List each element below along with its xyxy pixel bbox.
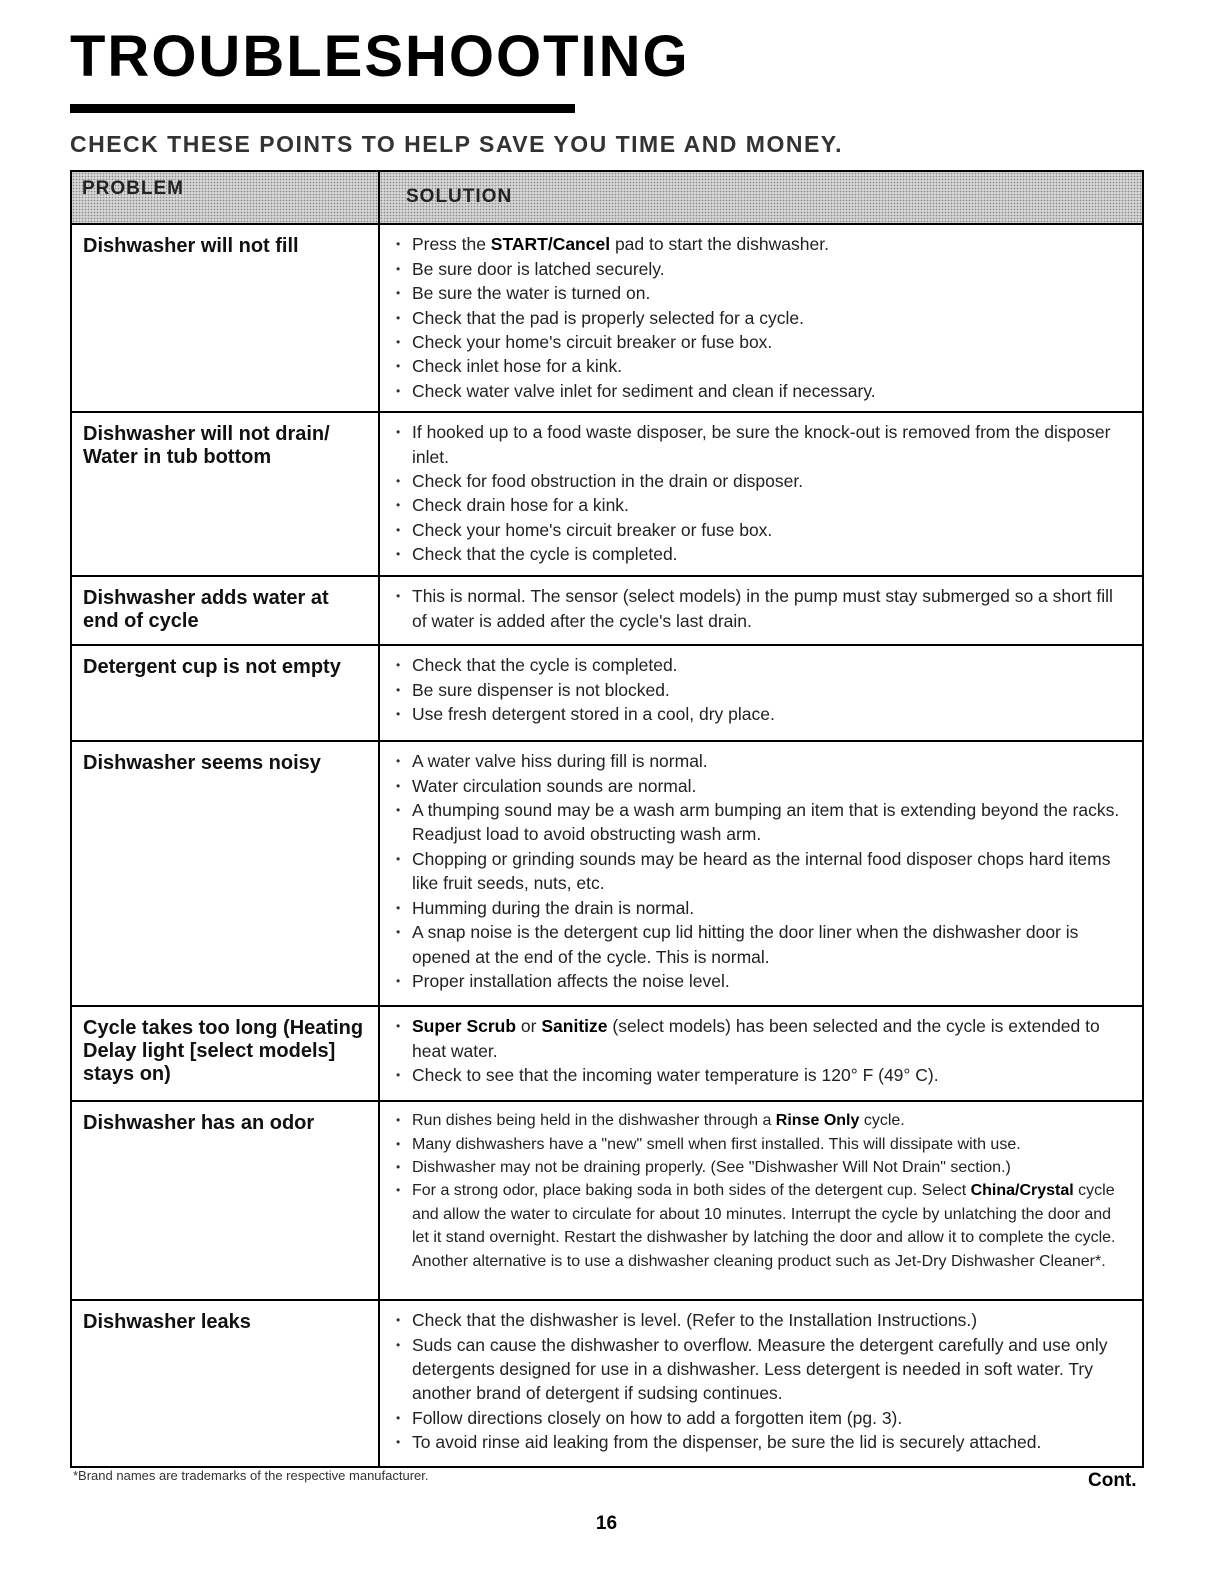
solution-item bbox=[392, 653, 1132, 677]
solution-text: Check your home's circuit breaker or fuse box. bbox=[412, 519, 773, 540]
solution-cell bbox=[379, 1006, 1143, 1101]
solution-item bbox=[392, 920, 1132, 969]
solution-text: pad to start the dishwasher. bbox=[610, 234, 829, 255]
solution-text: Humming during the drain is normal. bbox=[412, 897, 695, 918]
solution-list bbox=[392, 232, 1132, 403]
trademark-footnote: *Brand names are trademarks of the respective manufacturer. bbox=[73, 1468, 429, 1483]
solution-list bbox=[392, 1308, 1132, 1454]
solution-item bbox=[392, 1406, 1132, 1430]
solution-item bbox=[392, 1014, 1132, 1063]
solution-item bbox=[392, 330, 1132, 354]
solution-text: cycle. bbox=[859, 1112, 905, 1130]
solution-text: A water valve hiss during fill is normal. bbox=[412, 751, 708, 772]
solution-text: Water circulation sounds are normal. bbox=[412, 775, 697, 796]
solution-text: Check that the cycle is completed. bbox=[412, 544, 678, 565]
solution-text: Follow directions closely on how to add a forgotten item (pg. 3). bbox=[412, 1407, 903, 1428]
solution-item bbox=[392, 1179, 1132, 1273]
solution-text: Suds can cause the dishwasher to overflow. Measure the detergent carefully and use only detergents designed for use in a dishwasher. Less detergent is needed in soft water. Try another brand of detergent if sudsing continues. bbox=[412, 1334, 1108, 1404]
solution-cell bbox=[379, 1300, 1143, 1467]
solution-item bbox=[392, 420, 1132, 469]
solution-cell bbox=[379, 741, 1143, 1006]
continued-label: Cont. bbox=[1088, 1470, 1137, 1491]
table-row bbox=[71, 224, 1143, 412]
solution-emphasis: Rinse Only bbox=[775, 1112, 860, 1130]
solution-item bbox=[392, 493, 1132, 517]
solution-item bbox=[392, 1063, 1132, 1087]
page-subtitle: CHECK THESE POINTS TO HELP SAVE YOU TIME AND MONEY. bbox=[70, 131, 843, 157]
solution-text: Check that the cycle is completed. bbox=[412, 655, 678, 676]
solution-item bbox=[392, 1430, 1132, 1454]
solution-text: Check inlet hose for a kink. bbox=[412, 356, 623, 377]
solution-text: Check to see that the incoming water temperature is 120° F (49° C). bbox=[412, 1065, 939, 1086]
problem-cell: Dishwasher adds water at end of cycle bbox=[71, 576, 379, 645]
page-title: TROUBLESHOOTING bbox=[70, 24, 690, 89]
solution-item bbox=[392, 379, 1132, 403]
solution-text: Check that the pad is properly selected for a cycle. bbox=[412, 307, 805, 328]
solution-text: Press the bbox=[412, 234, 491, 255]
solution-text: Run dishes being held in the dishwasher through a bbox=[412, 1112, 776, 1130]
solution-text: Be sure dispenser is not blocked. bbox=[412, 679, 670, 700]
solution-text: Check water valve inlet for sediment and clean if necessary. bbox=[412, 380, 876, 401]
solution-list bbox=[392, 653, 1132, 726]
solution-item bbox=[392, 749, 1132, 773]
solution-item bbox=[392, 542, 1132, 566]
solution-text: Be sure door is latched securely. bbox=[412, 258, 665, 279]
solution-item bbox=[392, 469, 1132, 493]
solution-cell bbox=[379, 576, 1143, 645]
solution-cell bbox=[379, 224, 1143, 412]
solution-text: Chopping or grinding sounds may be heard as the internal food disposer chops hard items like fruit seeds, nuts, etc. bbox=[412, 848, 1111, 894]
solution-emphasis: Sanitize bbox=[541, 1016, 608, 1037]
solution-item bbox=[392, 584, 1132, 633]
problem-cell: Dishwasher leaks bbox=[71, 1300, 379, 1467]
solution-item bbox=[392, 847, 1132, 896]
solution-text: A snap noise is the detergent cup lid hitting the door liner when the dishwasher door is opened at the end of the cycle. This is normal. bbox=[412, 922, 1079, 967]
solution-text: Proper installation affects the noise level. bbox=[412, 970, 730, 991]
table-row bbox=[71, 1300, 1143, 1467]
page-number: 16 bbox=[595, 1513, 618, 1534]
solution-text: If hooked up to a food waste disposer, be sure the knock-out is removed from the disposer inlet. bbox=[412, 422, 1111, 467]
table-row bbox=[71, 645, 1143, 741]
problem-cell: Detergent cup is not empty bbox=[71, 645, 379, 741]
table-row bbox=[71, 741, 1143, 1006]
solution-item bbox=[392, 1308, 1132, 1332]
solution-item bbox=[392, 1156, 1132, 1179]
solution-list bbox=[392, 584, 1132, 633]
solution-text: Check your home's circuit breaker or fuse box. bbox=[412, 332, 773, 353]
solution-column-header: SOLUTION bbox=[379, 171, 1143, 224]
solution-text: Check for food obstruction in the drain or disposer. bbox=[412, 471, 804, 492]
solution-item bbox=[392, 281, 1132, 305]
solution-text: Check that the dishwasher is level. (Refer to the Installation Instructions.) bbox=[412, 1310, 978, 1331]
solution-item bbox=[392, 232, 1132, 256]
solution-item bbox=[392, 678, 1132, 702]
solution-list bbox=[392, 1109, 1132, 1273]
table-row bbox=[71, 1006, 1143, 1101]
solution-item bbox=[392, 774, 1132, 798]
problem-cell: Dishwasher will not drain/ Water in tub bottom bbox=[71, 412, 379, 576]
solution-list bbox=[392, 749, 1132, 993]
table-row bbox=[71, 576, 1143, 645]
solution-text: To avoid rinse aid leaking from the dispenser, be sure the lid is securely attached. bbox=[412, 1432, 1042, 1453]
solution-list bbox=[392, 1014, 1132, 1087]
table-row bbox=[71, 1101, 1143, 1300]
solution-text: Dishwasher may not be draining properly. (See "Dishwasher Will Not Drain" section.) bbox=[412, 1159, 1011, 1177]
solution-text: For a strong odor, place baking soda in both sides of the detergent cup. Select bbox=[412, 1182, 971, 1200]
problem-column-header: PROBLEM bbox=[71, 171, 379, 224]
solution-item bbox=[392, 1333, 1132, 1406]
table-row bbox=[71, 412, 1143, 576]
solution-item bbox=[392, 969, 1132, 993]
solution-text: A thumping sound may be a wash arm bumping an item that is extending beyond the racks. Readjust load to avoid obstructing wash arm. bbox=[412, 800, 1120, 845]
solution-item bbox=[392, 354, 1132, 378]
solution-emphasis: START/Cancel bbox=[490, 234, 611, 255]
solution-cell bbox=[379, 645, 1143, 741]
solution-cell bbox=[379, 1101, 1143, 1300]
title-underline bbox=[70, 104, 575, 113]
troubleshooting-table bbox=[70, 170, 1144, 1468]
solution-text: Be sure the water is turned on. bbox=[412, 283, 651, 304]
solution-item bbox=[392, 1133, 1132, 1156]
solution-item bbox=[392, 1109, 1132, 1132]
solution-item bbox=[392, 702, 1132, 726]
solution-text: This is normal. The sensor (select models) in the pump must stay submerged so a short fill of water is added after the cycle's last drain. bbox=[412, 586, 1113, 631]
solution-text: Many dishwashers have a "new" smell when first installed. This will dissipate with use. bbox=[412, 1135, 1021, 1153]
solution-item bbox=[392, 518, 1132, 542]
solution-text: or bbox=[516, 1016, 542, 1037]
problem-cell: Dishwasher has an odor bbox=[71, 1101, 379, 1300]
problem-cell: Dishwasher will not fill bbox=[71, 224, 379, 412]
problem-cell: Cycle takes too long (Heating Delay light [select models] stays on) bbox=[71, 1006, 379, 1101]
table-header-row bbox=[71, 171, 1143, 224]
solution-text: (select models) has been selected and the cycle is extended to heat water. bbox=[412, 1016, 1100, 1061]
solution-emphasis: Super Scrub bbox=[412, 1016, 517, 1037]
solution-item bbox=[392, 798, 1132, 847]
solution-cell bbox=[379, 412, 1143, 576]
solution-item bbox=[392, 257, 1132, 281]
solution-list bbox=[392, 420, 1132, 566]
solution-emphasis: China/Crystal bbox=[970, 1182, 1074, 1200]
solution-item bbox=[392, 896, 1132, 920]
problem-cell: Dishwasher seems noisy bbox=[71, 741, 379, 1006]
solution-item bbox=[392, 306, 1132, 330]
table-body bbox=[71, 224, 1143, 1467]
solution-text: Check drain hose for a kink. bbox=[412, 495, 629, 516]
solution-text: cycle and allow the water to circulate for about 10 minutes. Interrupt the cycle by unlatching the door and let it stand overnight. Restart the dishwasher by latching the door and allow it to complete the cycle. Another alternative is to use a dishwasher cleaning product such as Jet-Dry Dishwasher Cleaner*. bbox=[412, 1182, 1116, 1270]
solution-text: Use fresh detergent stored in a cool, dry place. bbox=[412, 704, 775, 725]
